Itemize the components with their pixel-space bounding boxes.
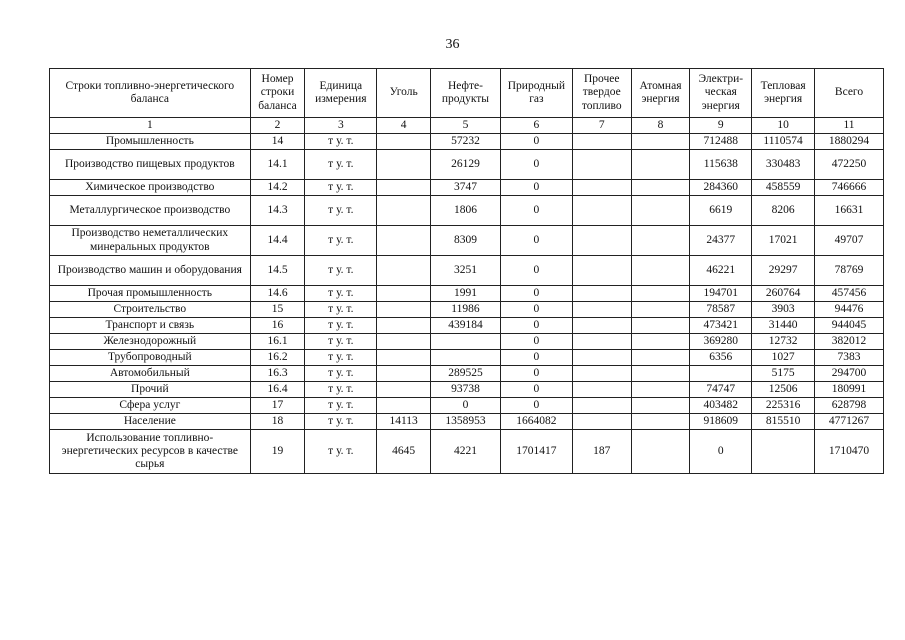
row-label-cell: Трубопроводный xyxy=(50,350,251,366)
fuel-energy-balance-table xyxy=(49,68,884,474)
table-cell: 16.3 xyxy=(250,366,305,382)
row-label-cell: Железнодорожный xyxy=(50,334,251,350)
table-cell: 14.6 xyxy=(250,286,305,302)
table-cell xyxy=(431,334,501,350)
table-cell: т у. т. xyxy=(305,414,377,430)
table-cell xyxy=(572,382,631,398)
table-cell: 0 xyxy=(500,150,572,180)
row-label-cell: Промышленность xyxy=(50,134,251,150)
table-cell xyxy=(631,286,690,302)
table-cell: 26129 xyxy=(431,150,501,180)
table-row xyxy=(50,334,884,350)
table-cell: т у. т. xyxy=(305,382,377,398)
table-cell: 815510 xyxy=(752,414,815,430)
table-cell: т у. т. xyxy=(305,366,377,382)
table-cell: 31440 xyxy=(752,318,815,334)
table-cell: 1110574 xyxy=(752,134,815,150)
row-label-cell: Автомобильный xyxy=(50,366,251,382)
row-label-cell: Производство пищевых продуктов xyxy=(50,150,251,180)
table-cell: 24377 xyxy=(690,226,752,256)
table-row xyxy=(50,196,884,226)
page-number: 36 xyxy=(445,37,460,52)
table-cell: 49707 xyxy=(815,226,884,256)
header-cell: Всего xyxy=(815,69,884,118)
header-cell: Природный газ xyxy=(500,69,572,118)
table-cell: 12506 xyxy=(752,382,815,398)
table-cell: 194701 xyxy=(690,286,752,302)
header-cell: Уголь xyxy=(377,69,431,118)
table-cell: 918609 xyxy=(690,414,752,430)
table-cell: 6356 xyxy=(690,350,752,366)
table-cell: 57232 xyxy=(431,134,501,150)
row-label-cell: Производство неметаллических минеральных продуктов xyxy=(50,226,251,256)
table-cell: т у. т. xyxy=(305,350,377,366)
header-cell: Единица измерения xyxy=(305,69,377,118)
table-row xyxy=(50,286,884,302)
table-cell xyxy=(572,286,631,302)
row-label-cell: Производство машин и оборудования xyxy=(50,256,251,286)
table-cell: 16.1 xyxy=(250,334,305,350)
table-cell: 0 xyxy=(500,134,572,150)
table-cell xyxy=(377,318,431,334)
table-cell: т у. т. xyxy=(305,430,377,474)
table-cell xyxy=(631,226,690,256)
table-cell: 382012 xyxy=(815,334,884,350)
table-cell: 0 xyxy=(431,398,501,414)
table-cell: 4771267 xyxy=(815,414,884,430)
table-cell: 8309 xyxy=(431,226,501,256)
table-cell: 0 xyxy=(500,350,572,366)
table-cell: 3747 xyxy=(431,180,501,196)
table-cell xyxy=(631,318,690,334)
table-row xyxy=(50,366,884,382)
table-cell: 0 xyxy=(500,318,572,334)
row-label-cell: Прочая промышленность xyxy=(50,286,251,302)
table-cell: 330483 xyxy=(752,150,815,180)
table-cell xyxy=(631,180,690,196)
row-label-cell: Химическое производство xyxy=(50,180,251,196)
table-cell xyxy=(377,366,431,382)
table-cell: 0 xyxy=(500,334,572,350)
table-cell: 14.4 xyxy=(250,226,305,256)
table-cell: 16631 xyxy=(815,196,884,226)
header-cell: Тепловая энергия xyxy=(752,69,815,118)
table-cell: т у. т. xyxy=(305,134,377,150)
table-cell: 403482 xyxy=(690,398,752,414)
table-cell xyxy=(377,134,431,150)
table-cell: 1027 xyxy=(752,350,815,366)
header-cell: Электри-ческая энергия xyxy=(690,69,752,118)
table-cell: 12732 xyxy=(752,334,815,350)
table-cell: 746666 xyxy=(815,180,884,196)
table-cell: 0 xyxy=(690,430,752,474)
table-cell: 14.1 xyxy=(250,150,305,180)
row-label-cell: Сфера услуг xyxy=(50,398,251,414)
column-number-cell: 2 xyxy=(250,118,305,134)
table-cell: 1710470 xyxy=(815,430,884,474)
table-cell: 17021 xyxy=(752,226,815,256)
table-cell: 458559 xyxy=(752,180,815,196)
table-cell: 473421 xyxy=(690,318,752,334)
column-number-cell: 6 xyxy=(500,118,572,134)
table-cell xyxy=(631,134,690,150)
table-cell: т у. т. xyxy=(305,286,377,302)
table-row xyxy=(50,302,884,318)
table-cell: т у. т. xyxy=(305,256,377,286)
table-cell: 16.4 xyxy=(250,382,305,398)
table-cell xyxy=(431,350,501,366)
table-cell xyxy=(752,430,815,474)
table-cell: 180991 xyxy=(815,382,884,398)
table-cell xyxy=(572,350,631,366)
table-cell xyxy=(572,318,631,334)
table-cell xyxy=(572,256,631,286)
table-cell xyxy=(631,414,690,430)
table-cell: 14 xyxy=(250,134,305,150)
table-cell: 4645 xyxy=(377,430,431,474)
table-cell: 1358953 xyxy=(431,414,501,430)
table-cell: 18 xyxy=(250,414,305,430)
table-cell: т у. т. xyxy=(305,334,377,350)
header-cell: Строки топливно-энергетического баланса xyxy=(50,69,251,118)
table-cell xyxy=(377,382,431,398)
table-cell: 0 xyxy=(500,382,572,398)
table-cell: т у. т. xyxy=(305,150,377,180)
header-cell: Атомная энергия xyxy=(631,69,690,118)
column-number-cell: 10 xyxy=(752,118,815,134)
column-number-cell: 5 xyxy=(431,118,501,134)
table-cell: 457456 xyxy=(815,286,884,302)
table-cell xyxy=(377,334,431,350)
table-cell: 0 xyxy=(500,366,572,382)
table-cell: 944045 xyxy=(815,318,884,334)
table-cell xyxy=(631,256,690,286)
table-cell xyxy=(572,302,631,318)
table-cell: 1664082 xyxy=(500,414,572,430)
table-cell: 1991 xyxy=(431,286,501,302)
table-cell xyxy=(631,398,690,414)
table-row xyxy=(50,414,884,430)
table-cell: 15 xyxy=(250,302,305,318)
table-cell: 284360 xyxy=(690,180,752,196)
row-label-cell: Строительство xyxy=(50,302,251,318)
table-cell xyxy=(572,134,631,150)
table-cell: 0 xyxy=(500,180,572,196)
table-cell: 4221 xyxy=(431,430,501,474)
table-cell: т у. т. xyxy=(305,180,377,196)
table-cell xyxy=(377,196,431,226)
table-cell: 46221 xyxy=(690,256,752,286)
table-cell xyxy=(631,366,690,382)
row-label-cell: Использование топливно-энергетических ресурсов в качестве сырья xyxy=(50,430,251,474)
header-cell: Нефте-продукты xyxy=(431,69,501,118)
table-cell xyxy=(377,180,431,196)
table-cell: 1880294 xyxy=(815,134,884,150)
table-cell: 294700 xyxy=(815,366,884,382)
table-cell xyxy=(572,150,631,180)
table-cell: 17 xyxy=(250,398,305,414)
column-number-cell: 9 xyxy=(690,118,752,134)
column-number-cell: 1 xyxy=(50,118,251,134)
table-cell: 14.5 xyxy=(250,256,305,286)
table-body xyxy=(50,134,884,474)
table-cell xyxy=(572,414,631,430)
table-cell: 29297 xyxy=(752,256,815,286)
table-cell xyxy=(377,256,431,286)
table-cell: 187 xyxy=(572,430,631,474)
column-number-cell: 7 xyxy=(572,118,631,134)
table-row xyxy=(50,382,884,398)
table-cell: 0 xyxy=(500,226,572,256)
table-row xyxy=(50,150,884,180)
table-cell: 225316 xyxy=(752,398,815,414)
row-label-cell: Транспорт и связь xyxy=(50,318,251,334)
table-row xyxy=(50,256,884,286)
column-number-cell: 3 xyxy=(305,118,377,134)
table-cell: 1701417 xyxy=(500,430,572,474)
table-cell: 1806 xyxy=(431,196,501,226)
table-cell: 628798 xyxy=(815,398,884,414)
column-number-row xyxy=(50,118,884,134)
table-row xyxy=(50,226,884,256)
table-cell: 3251 xyxy=(431,256,501,286)
table-cell: 14.3 xyxy=(250,196,305,226)
table-cell: 712488 xyxy=(690,134,752,150)
table-cell xyxy=(377,226,431,256)
table-cell: т у. т. xyxy=(305,398,377,414)
table-cell xyxy=(631,196,690,226)
table-cell xyxy=(631,302,690,318)
header-cell: Номер строки баланса xyxy=(250,69,305,118)
table-cell: 16 xyxy=(250,318,305,334)
table-cell xyxy=(572,398,631,414)
table-cell: 94476 xyxy=(815,302,884,318)
table-row xyxy=(50,350,884,366)
table-cell: 115638 xyxy=(690,150,752,180)
table-row xyxy=(50,430,884,474)
table-cell: 19 xyxy=(250,430,305,474)
table-cell: 0 xyxy=(500,302,572,318)
table-cell xyxy=(377,302,431,318)
table-cell: 78587 xyxy=(690,302,752,318)
table-cell xyxy=(690,366,752,382)
table-cell xyxy=(377,286,431,302)
table-cell: 14.2 xyxy=(250,180,305,196)
table-cell xyxy=(631,382,690,398)
table-cell: 3903 xyxy=(752,302,815,318)
table-cell: т у. т. xyxy=(305,226,377,256)
table-cell xyxy=(631,350,690,366)
table-row xyxy=(50,134,884,150)
table-row xyxy=(50,318,884,334)
table-cell xyxy=(572,196,631,226)
table-cell xyxy=(631,430,690,474)
table-cell: 260764 xyxy=(752,286,815,302)
column-number-cell: 4 xyxy=(377,118,431,134)
table-cell: 0 xyxy=(500,398,572,414)
table-cell xyxy=(377,350,431,366)
table-cell xyxy=(631,334,690,350)
table-cell: 369280 xyxy=(690,334,752,350)
header-cell: Прочее твердое топливо xyxy=(572,69,631,118)
table-cell: т у. т. xyxy=(305,196,377,226)
table-cell xyxy=(572,226,631,256)
table-cell xyxy=(377,398,431,414)
table-cell: 8206 xyxy=(752,196,815,226)
table-cell: т у. т. xyxy=(305,302,377,318)
table-cell: 289525 xyxy=(431,366,501,382)
table-cell: 11986 xyxy=(431,302,501,318)
table-cell xyxy=(572,334,631,350)
table-row xyxy=(50,180,884,196)
table-cell: 439184 xyxy=(431,318,501,334)
table-cell xyxy=(377,150,431,180)
column-number-cell: 8 xyxy=(631,118,690,134)
header-row xyxy=(50,69,884,118)
table-cell: 74747 xyxy=(690,382,752,398)
table-cell: 0 xyxy=(500,286,572,302)
table-cell: 78769 xyxy=(815,256,884,286)
row-label-cell: Население xyxy=(50,414,251,430)
table-cell: т у. т. xyxy=(305,318,377,334)
table-cell: 472250 xyxy=(815,150,884,180)
table-cell: 0 xyxy=(500,196,572,226)
table-cell xyxy=(572,366,631,382)
table-cell: 14113 xyxy=(377,414,431,430)
table-cell: 16.2 xyxy=(250,350,305,366)
table-cell: 5175 xyxy=(752,366,815,382)
row-label-cell: Прочий xyxy=(50,382,251,398)
table-cell: 6619 xyxy=(690,196,752,226)
row-label-cell: Металлургическое производство xyxy=(50,196,251,226)
table-cell xyxy=(631,150,690,180)
table-cell: 7383 xyxy=(815,350,884,366)
table-cell: 93738 xyxy=(431,382,501,398)
column-number-cell: 11 xyxy=(815,118,884,134)
table-row xyxy=(50,398,884,414)
table-cell xyxy=(572,180,631,196)
table-cell: 0 xyxy=(500,256,572,286)
